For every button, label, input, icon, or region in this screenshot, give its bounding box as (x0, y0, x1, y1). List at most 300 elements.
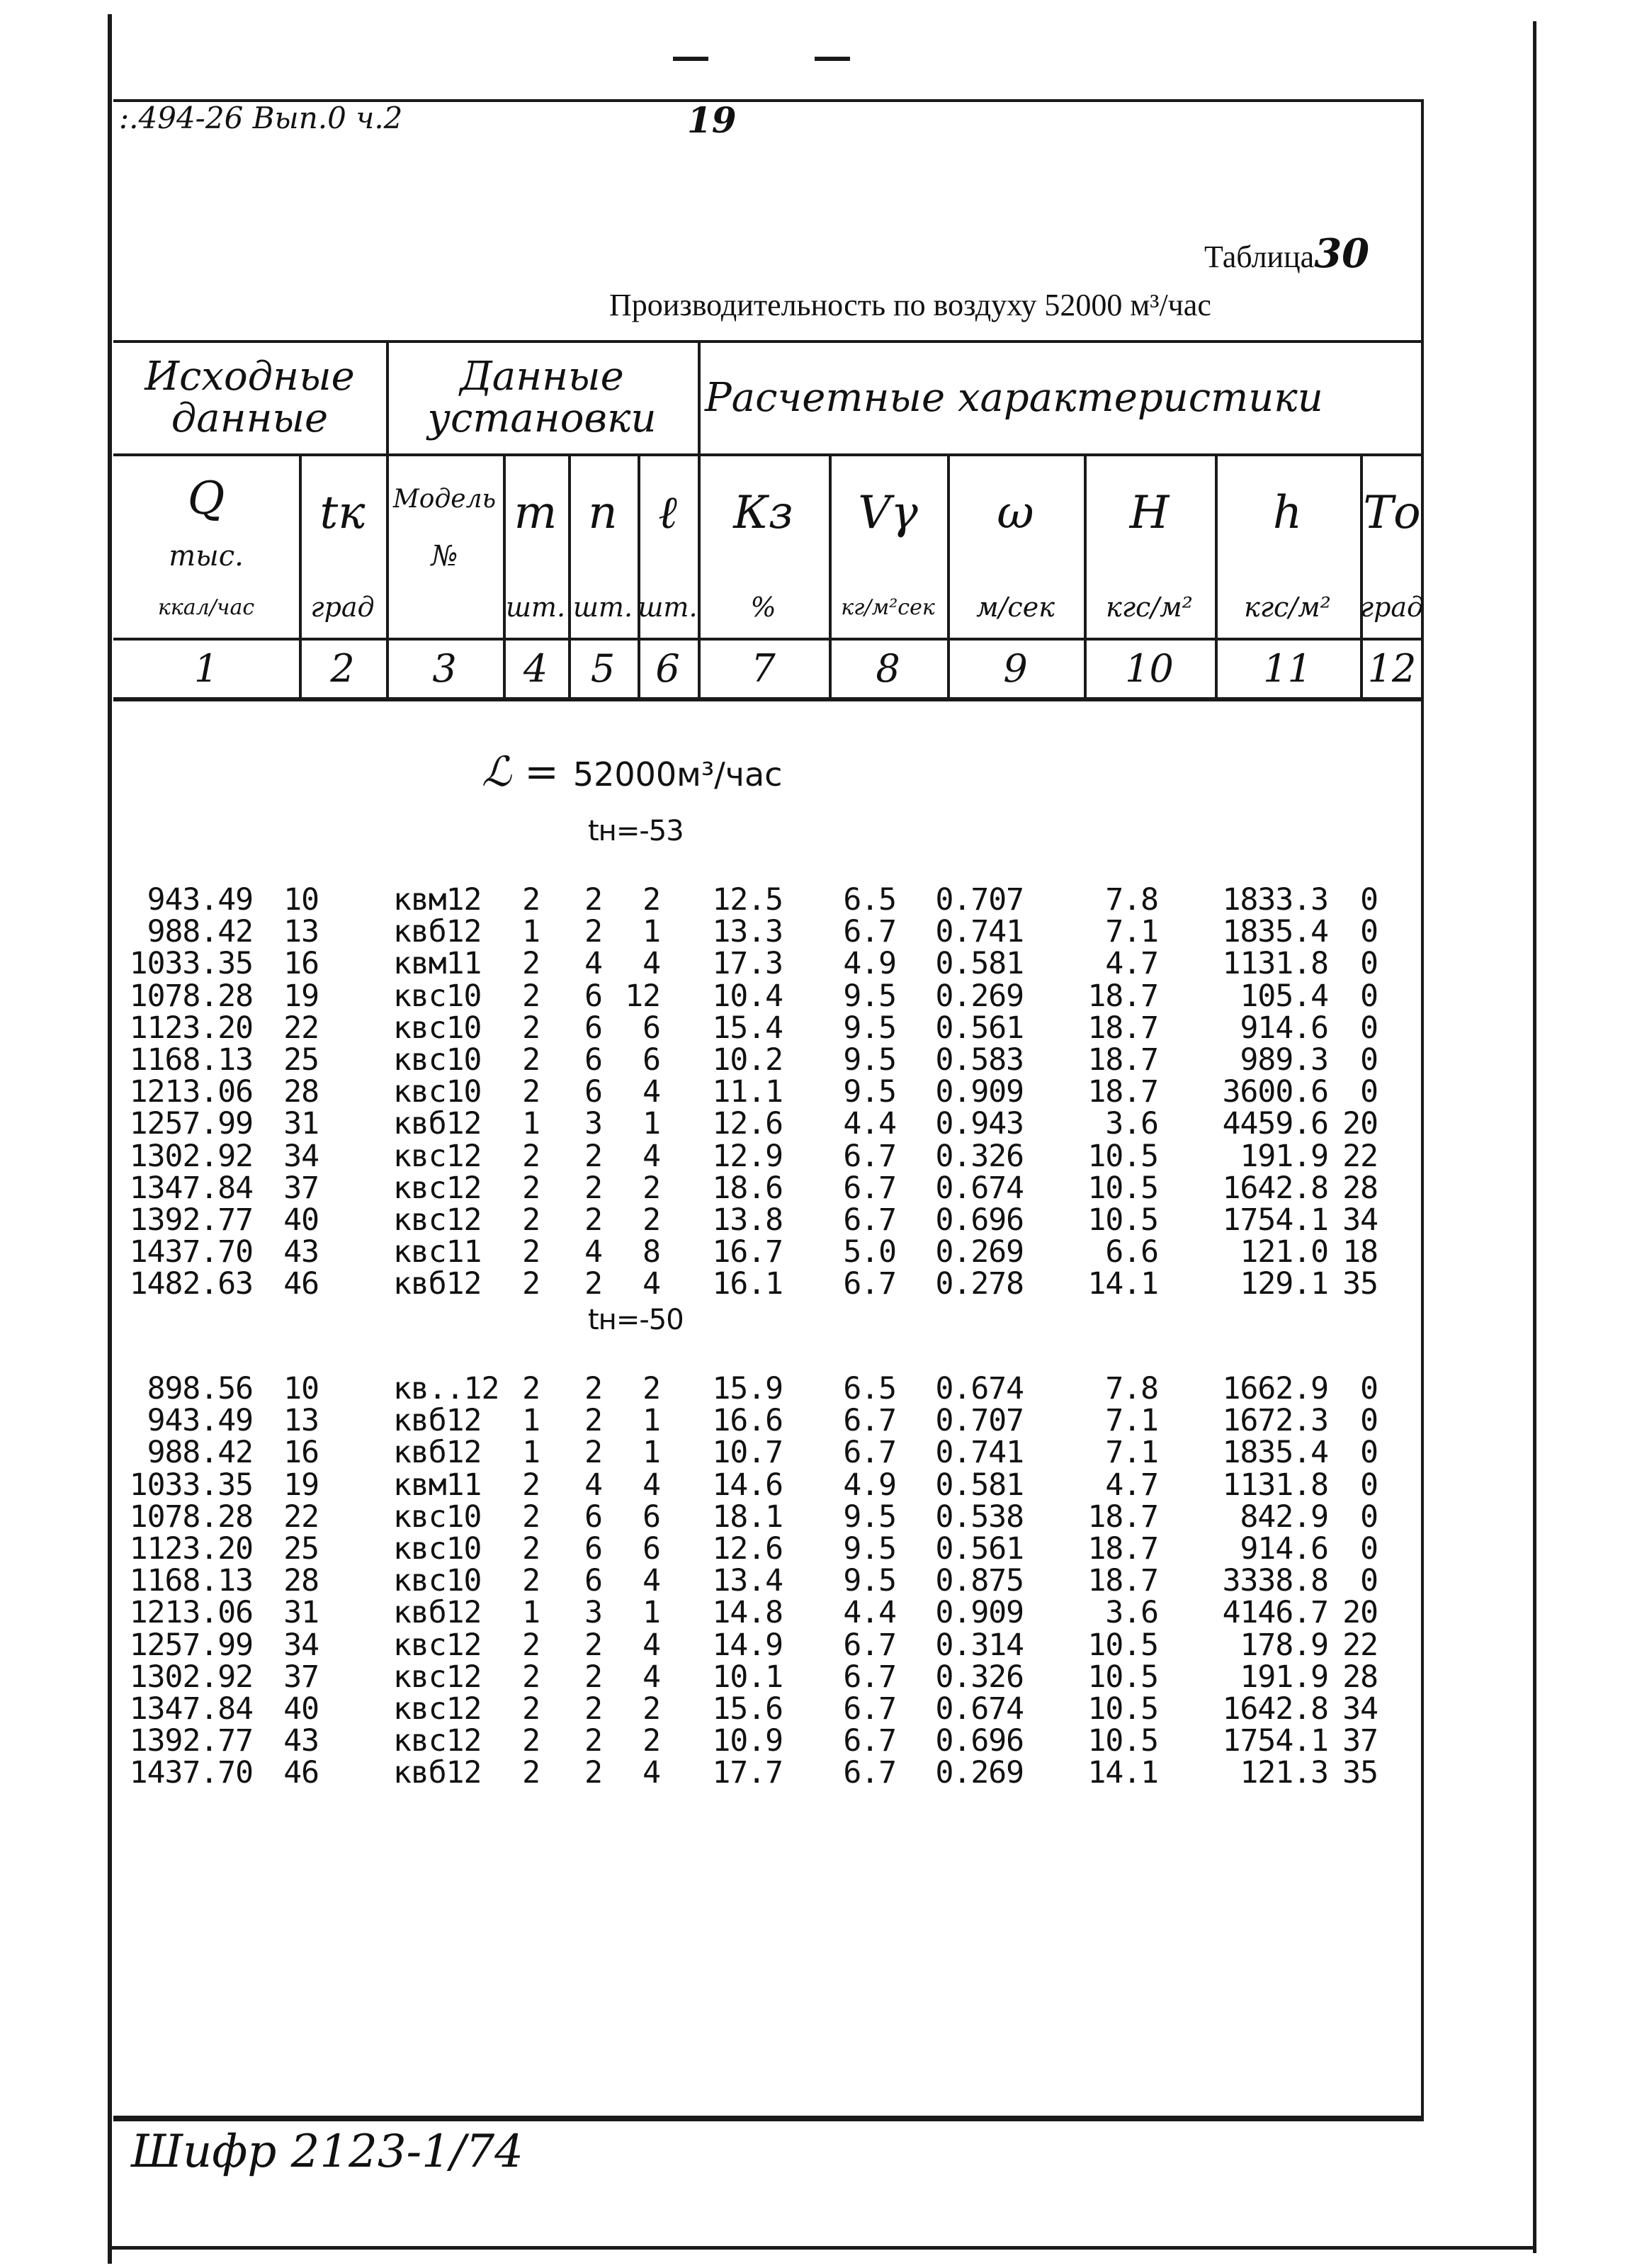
cell-col4: 2 (522, 1234, 540, 1270)
cell-col10: 18.7 (1087, 1499, 1158, 1535)
cell-col6: 1 (642, 1106, 660, 1142)
cell-col3: квс10 (393, 1563, 482, 1599)
cell-col2: 31 (283, 1595, 319, 1631)
cell-col6: 1 (642, 1435, 660, 1471)
cell-col2: 10 (283, 882, 319, 918)
cell-col9: 0.269 (935, 1234, 1024, 1270)
cell-col5: 2 (584, 1691, 602, 1727)
cell-col7: 14.9 (712, 1627, 783, 1663)
cell-col1: 988.42 (147, 914, 253, 950)
cell-col12: 34 (1342, 1202, 1378, 1238)
cell-col8: 6.7 (843, 914, 896, 950)
cell-col4: 2 (522, 1042, 540, 1078)
cell-col12: 28 (1342, 1659, 1378, 1695)
cell-col9: 0.583 (935, 1042, 1024, 1078)
cell-col10: 7.1 (1105, 914, 1158, 950)
cell-col9: 0.269 (935, 1755, 1024, 1791)
col-12-unit: град (1359, 591, 1425, 623)
cell-col1: 1392.77 (129, 1723, 253, 1759)
cell-col8: 5.0 (843, 1234, 896, 1270)
cell-col3: квб12 (393, 1595, 482, 1631)
cell-col1: 943.49 (147, 1403, 253, 1439)
cell-col9: 0.696 (935, 1202, 1024, 1238)
cell-col11: 842.9 (1240, 1499, 1328, 1535)
cell-col1: 1033.35 (129, 946, 253, 982)
cell-col4: 2 (522, 946, 540, 982)
cell-col10: 18.7 (1087, 1074, 1158, 1110)
cell-col8: 9.5 (843, 1042, 896, 1078)
cell-col7: 12.6 (712, 1531, 783, 1567)
cell-col6: 6 (642, 1499, 660, 1535)
col-6-symbol: ℓ (658, 487, 677, 540)
cell-col5: 6 (584, 978, 602, 1014)
cell-col3: квб12 (393, 1755, 482, 1791)
cell-col5: 4 (584, 1467, 602, 1503)
cell-col7: 13.4 (712, 1563, 783, 1599)
group-source: Исходные данные (145, 354, 355, 441)
cell-col10: 3.6 (1105, 1106, 1158, 1142)
cell-col7: 14.8 (712, 1595, 783, 1631)
group-install: Данные установки (427, 354, 657, 441)
col-8-symbol: Vγ (858, 487, 918, 540)
col-1-symbol: Q (187, 473, 225, 526)
cell-col12: 0 (1360, 1371, 1378, 1406)
cell-col10: 6.6 (1105, 1234, 1158, 1270)
cell-col1: 1302.92 (129, 1138, 253, 1174)
cell-col3: квс12 (393, 1627, 482, 1663)
cell-col6: 4 (642, 1266, 660, 1302)
cell-col4: 2 (522, 1074, 540, 1110)
footer-cipher: Шифр 2123-1/74 (131, 2126, 523, 2178)
cell-col6: 4 (642, 1138, 660, 1174)
cell-col9: 0.561 (935, 1531, 1024, 1567)
cell-col3: квс11 (393, 1234, 482, 1270)
cell-col3: квб12 (393, 1435, 482, 1471)
cell-col9: 0.696 (935, 1723, 1024, 1759)
cell-col1: 1213.06 (129, 1595, 253, 1631)
cell-col4: 2 (522, 1563, 540, 1599)
cell-col3: квм11 (393, 946, 482, 982)
cell-col4: 2 (522, 1627, 540, 1663)
frame-right-line (1533, 21, 1536, 2253)
col-4-symbol: m (514, 487, 557, 540)
cell-col5: 2 (584, 1138, 602, 1174)
cell-col11: 4146.7 (1222, 1595, 1328, 1631)
cell-col11: 191.9 (1240, 1659, 1328, 1695)
cell-col12: 20 (1342, 1106, 1378, 1142)
cell-col5: 2 (584, 1403, 602, 1439)
col-3-symbol: Модель (392, 485, 497, 514)
cell-col11: 1131.8 (1222, 1467, 1328, 1503)
cell-col2: 40 (283, 1691, 319, 1727)
cell-col2: 37 (283, 1659, 319, 1695)
table-header (113, 340, 1424, 701)
cell-col7: 16.7 (712, 1234, 783, 1270)
cell-col4: 2 (522, 1499, 540, 1535)
cell-col8: 6.7 (843, 1435, 896, 1471)
cell-col11: 1754.1 (1222, 1723, 1328, 1759)
cell-col8: 4.9 (843, 1467, 896, 1503)
cell-col5: 2 (584, 1755, 602, 1791)
cell-col12: 20 (1342, 1595, 1378, 1631)
cell-col3: квс10 (393, 1531, 482, 1567)
cell-col12: 0 (1360, 882, 1378, 918)
cell-col10: 14.1 (1087, 1266, 1158, 1302)
cell-col5: 6 (584, 1010, 602, 1046)
cell-col9: 0.741 (935, 1435, 1024, 1471)
col-11-number: 11 (1263, 645, 1312, 691)
cell-col3: квб12 (393, 1106, 482, 1142)
cell-col7: 10.4 (712, 978, 783, 1014)
cell-col8: 4.4 (843, 1106, 896, 1142)
col-7-number: 7 (751, 645, 776, 691)
col-10-number: 10 (1125, 645, 1174, 691)
cell-col5: 6 (584, 1074, 602, 1110)
cell-col10: 7.8 (1105, 882, 1158, 918)
cell-col7: 18.1 (712, 1499, 783, 1535)
cell-col8: 6.7 (843, 1723, 896, 1759)
doc-code: :.494-26 Вып.0 ч.2 (119, 101, 403, 135)
cell-col6: 1 (642, 914, 660, 950)
frame-left-line (108, 14, 112, 2264)
cell-col10: 3.6 (1105, 1595, 1158, 1631)
table-number: 30 (1314, 230, 1370, 277)
cell-col5: 4 (584, 946, 602, 982)
cell-col3: квс12 (393, 1723, 482, 1759)
cell-col6: 2 (642, 1723, 660, 1759)
cell-col10: 18.7 (1087, 1042, 1158, 1078)
cell-col10: 7.1 (1105, 1435, 1158, 1471)
frame-bottom-line (108, 2246, 1536, 2250)
cell-col9: 0.278 (935, 1266, 1024, 1302)
cell-col12: 0 (1360, 1467, 1378, 1503)
cell-col11: 121.0 (1240, 1234, 1328, 1270)
page-number: 19 (687, 99, 737, 141)
cell-col4: 2 (522, 1138, 540, 1174)
cell-col12: 0 (1360, 1010, 1378, 1046)
cell-col2: 34 (283, 1138, 319, 1174)
cell-col6: 6 (642, 1531, 660, 1567)
cell-col12: 0 (1360, 946, 1378, 982)
cell-col4: 2 (522, 1170, 540, 1206)
cell-col8: 6.7 (843, 1170, 896, 1206)
col-8-unit: кг/м²сек (841, 594, 935, 620)
cell-col5: 2 (584, 914, 602, 950)
cell-col10: 10.5 (1087, 1138, 1158, 1174)
cell-col9: 0.741 (935, 914, 1024, 950)
cell-col6: 4 (642, 1627, 660, 1663)
cell-col9: 0.326 (935, 1659, 1024, 1695)
cell-col4: 1 (522, 914, 540, 950)
cell-col12: 35 (1342, 1266, 1378, 1302)
cell-col7: 15.6 (712, 1691, 783, 1727)
cell-col5: 2 (584, 1170, 602, 1206)
cell-col12: 0 (1360, 1042, 1378, 1078)
cell-col4: 2 (522, 1531, 540, 1567)
cell-col9: 0.909 (935, 1074, 1024, 1110)
cell-col12: 0 (1360, 1499, 1378, 1535)
flow-value: 52000м³/час (572, 755, 783, 794)
cell-col12: 18 (1342, 1234, 1378, 1270)
cell-col7: 14.6 (712, 1467, 783, 1503)
cell-col1: 1437.70 (129, 1234, 253, 1270)
col-2-unit: град (310, 591, 375, 623)
cell-col11: 121.3 (1240, 1755, 1328, 1791)
cell-col6: 4 (642, 1659, 660, 1695)
cell-col5: 3 (584, 1106, 602, 1142)
cell-col3: квс10 (393, 1499, 482, 1535)
cell-col8: 6.5 (843, 882, 896, 918)
cell-col3: квс10 (393, 1074, 482, 1110)
cell-col11: 4459.6 (1222, 1106, 1328, 1142)
cell-col10: 7.8 (1105, 1371, 1158, 1406)
cell-col9: 0.943 (935, 1106, 1024, 1142)
cell-col8: 6.7 (843, 1266, 896, 1302)
cell-col6: 6 (642, 1010, 660, 1046)
header-bottom-rule (113, 697, 1424, 701)
cell-col7: 17.3 (712, 946, 783, 982)
cell-col8: 4.9 (843, 946, 896, 982)
cell-col11: 914.6 (1240, 1531, 1328, 1567)
col-2-symbol: tк (319, 487, 366, 540)
cell-col2: 22 (283, 1010, 319, 1046)
cell-col9: 0.674 (935, 1170, 1024, 1206)
cell-col9: 0.707 (935, 1403, 1024, 1439)
table-label-text: Таблица (1204, 239, 1315, 274)
col-3-number: 3 (432, 645, 457, 691)
cell-col3: квс10 (393, 1042, 482, 1078)
cell-col12: 0 (1360, 978, 1378, 1014)
cell-col8: 6.7 (843, 1691, 896, 1727)
cell-col6: 4 (642, 1074, 660, 1110)
cell-col7: 11.1 (712, 1074, 783, 1110)
cell-col2: 19 (283, 1467, 319, 1503)
col-11-unit: кгс/м² (1244, 591, 1331, 623)
cell-col1: 1392.77 (129, 1202, 253, 1238)
col-3-sub: № (431, 540, 458, 572)
cell-col4: 2 (522, 1202, 540, 1238)
flow-symbol: ℒ = (482, 747, 559, 796)
cell-col10: 10.5 (1087, 1170, 1158, 1206)
cell-col8: 9.5 (843, 1563, 896, 1599)
cell-col8: 9.5 (843, 1074, 896, 1110)
cell-col11: 1754.1 (1222, 1202, 1328, 1238)
cell-col2: 16 (283, 946, 319, 982)
cell-col6: 2 (642, 1691, 660, 1727)
footer-rule (113, 2119, 1424, 2121)
cell-col4: 1 (522, 1403, 540, 1439)
col-7-unit: % (750, 591, 776, 623)
cell-col9: 0.674 (935, 1371, 1024, 1406)
cell-col7: 13.8 (712, 1202, 783, 1238)
cell-col10: 4.7 (1105, 946, 1158, 982)
cell-col12: 0 (1360, 1531, 1378, 1567)
cell-col6: 2 (642, 1202, 660, 1238)
cell-col10: 10.5 (1087, 1723, 1158, 1759)
cell-col2: 13 (283, 1403, 319, 1439)
cell-col2: 31 (283, 1106, 319, 1142)
cell-col11: 3600.6 (1222, 1074, 1328, 1110)
col-12-symbol: Tо (1363, 487, 1421, 540)
cell-col1: 1347.84 (129, 1691, 253, 1727)
header-group-rule (113, 453, 1424, 456)
cell-col11: 191.9 (1240, 1138, 1328, 1174)
cell-col4: 2 (522, 1723, 540, 1759)
cell-col11: 3338.8 (1222, 1563, 1328, 1599)
cell-col10: 14.1 (1087, 1755, 1158, 1791)
cell-col8: 6.7 (843, 1755, 896, 1791)
cell-col3: квс12 (393, 1659, 482, 1695)
col-9-unit: м/сек (976, 591, 1055, 623)
cell-col10: 18.7 (1087, 1010, 1158, 1046)
group-calc: Расчетные характеристики (705, 374, 1323, 421)
cell-col4: 2 (522, 1467, 540, 1503)
cell-col2: 13 (283, 914, 319, 950)
cell-col1: 988.42 (147, 1435, 253, 1471)
cell-col1: 1033.35 (129, 1467, 253, 1503)
cell-col3: кв..12 (393, 1371, 499, 1406)
cell-col5: 2 (584, 882, 602, 918)
cell-col10: 10.5 (1087, 1659, 1158, 1695)
cell-col2: 37 (283, 1170, 319, 1206)
cell-col6: 2 (642, 1371, 660, 1406)
cell-col4: 2 (522, 1755, 540, 1791)
col-11-symbol: h (1272, 487, 1303, 540)
cell-col3: квм11 (393, 1467, 482, 1503)
section-title: tн=-53 (588, 815, 684, 847)
cell-col12: 37 (1342, 1723, 1378, 1759)
cell-col8: 9.5 (843, 1010, 896, 1046)
cell-col10: 18.7 (1087, 1531, 1158, 1567)
cell-col7: 10.2 (712, 1042, 783, 1078)
cell-col10: 10.5 (1087, 1627, 1158, 1663)
cell-col9: 0.707 (935, 882, 1024, 918)
cell-col7: 12.5 (712, 882, 783, 918)
cell-col3: квб12 (393, 914, 482, 950)
cell-col2: 34 (283, 1627, 319, 1663)
cell-col1: 1123.20 (129, 1531, 253, 1567)
cell-col5: 2 (584, 1659, 602, 1695)
cell-col7: 10.1 (712, 1659, 783, 1695)
cell-col2: 43 (283, 1234, 319, 1270)
cell-col11: 1642.8 (1222, 1170, 1328, 1206)
cell-col9: 0.314 (935, 1627, 1024, 1663)
cell-col11: 178.9 (1240, 1627, 1328, 1663)
cell-col11: 1642.8 (1222, 1691, 1328, 1727)
cell-col5: 6 (584, 1563, 602, 1599)
cell-col6: 1 (642, 1595, 660, 1631)
cell-col1: 943.49 (147, 882, 253, 918)
cell-col11: 129.1 (1240, 1266, 1328, 1302)
cell-col4: 2 (522, 1010, 540, 1046)
cell-col3: квс12 (393, 1202, 482, 1238)
cell-col7: 10.7 (712, 1435, 783, 1471)
col-7-symbol: Кз (733, 487, 793, 540)
cell-col2: 40 (283, 1202, 319, 1238)
col-4-number: 4 (523, 645, 548, 691)
cell-col6: 4 (642, 1755, 660, 1791)
cell-col2: 19 (283, 978, 319, 1014)
cell-col8: 9.5 (843, 1499, 896, 1535)
cell-col12: 0 (1360, 1435, 1378, 1471)
col-4-unit: шт. (505, 591, 566, 623)
col-9-number: 9 (1003, 645, 1028, 691)
cell-col3: квб12 (393, 1266, 482, 1302)
cell-col2: 28 (283, 1563, 319, 1599)
cell-col6: 12 (625, 978, 660, 1014)
cell-col1: 1302.92 (129, 1659, 253, 1695)
cell-col5: 2 (584, 1723, 602, 1759)
cell-col1: 1482.63 (129, 1266, 253, 1302)
cell-col3: квс12 (393, 1691, 482, 1727)
cell-col1: 1078.28 (129, 978, 253, 1014)
cell-col2: 16 (283, 1435, 319, 1471)
flow-line (482, 747, 782, 796)
dash-mark-1 (673, 57, 708, 61)
cell-col12: 0 (1360, 1563, 1378, 1599)
col-5-unit: шт. (572, 591, 633, 623)
cell-col8: 6.7 (843, 1202, 896, 1238)
cell-col3: квс10 (393, 978, 482, 1014)
cell-col9: 0.561 (935, 1010, 1024, 1046)
cell-col1: 1347.84 (129, 1170, 253, 1206)
col-1-sub: тыс. (169, 540, 244, 572)
cell-col5: 4 (584, 1234, 602, 1270)
cell-col4: 2 (522, 1659, 540, 1695)
cell-col4: 2 (522, 1266, 540, 1302)
table-subtitle: Производительность по воздуху 52000 м³/час (609, 288, 1211, 322)
cell-col4: 2 (522, 1371, 540, 1406)
cell-col4: 1 (522, 1595, 540, 1631)
cell-col1: 1168.13 (129, 1563, 253, 1599)
cell-col4: 2 (522, 1691, 540, 1727)
cell-col7: 16.6 (712, 1403, 783, 1439)
cell-col10: 18.7 (1087, 1563, 1158, 1599)
cell-col10: 10.5 (1087, 1691, 1158, 1727)
cell-col3: квб12 (393, 1403, 482, 1439)
cell-col4: 1 (522, 1106, 540, 1142)
cell-col9: 0.326 (935, 1138, 1024, 1174)
cell-col3: квс10 (393, 1010, 482, 1046)
cell-col5: 6 (584, 1499, 602, 1535)
cell-col2: 46 (283, 1266, 319, 1302)
cell-col8: 6.5 (843, 1371, 896, 1406)
col-12-number: 12 (1367, 645, 1417, 691)
cell-col5: 2 (584, 1202, 602, 1238)
cell-col1: 1123.20 (129, 1010, 253, 1046)
cell-col2: 46 (283, 1755, 319, 1791)
cell-col11: 1672.3 (1222, 1403, 1328, 1439)
cell-col3: квм12 (393, 882, 482, 918)
cell-col12: 28 (1342, 1170, 1378, 1206)
cell-col1: 1257.99 (129, 1106, 253, 1142)
section-title: tн=-50 (588, 1304, 684, 1336)
col-6-unit: шт. (638, 591, 698, 623)
cell-col12: 0 (1360, 914, 1378, 950)
cell-col4: 2 (522, 978, 540, 1014)
cell-col7: 10.9 (712, 1723, 783, 1759)
cell-col2: 22 (283, 1499, 319, 1535)
cell-col9: 0.909 (935, 1595, 1024, 1631)
cell-col7: 18.6 (712, 1170, 783, 1206)
cell-col9: 0.538 (935, 1499, 1024, 1535)
cell-col8: 6.7 (843, 1659, 896, 1695)
cell-col8: 4.4 (843, 1595, 896, 1631)
cell-col7: 13.3 (712, 914, 783, 950)
cell-col6: 4 (642, 1467, 660, 1503)
cell-col11: 105.4 (1240, 978, 1328, 1014)
cell-col7: 16.1 (712, 1266, 783, 1302)
